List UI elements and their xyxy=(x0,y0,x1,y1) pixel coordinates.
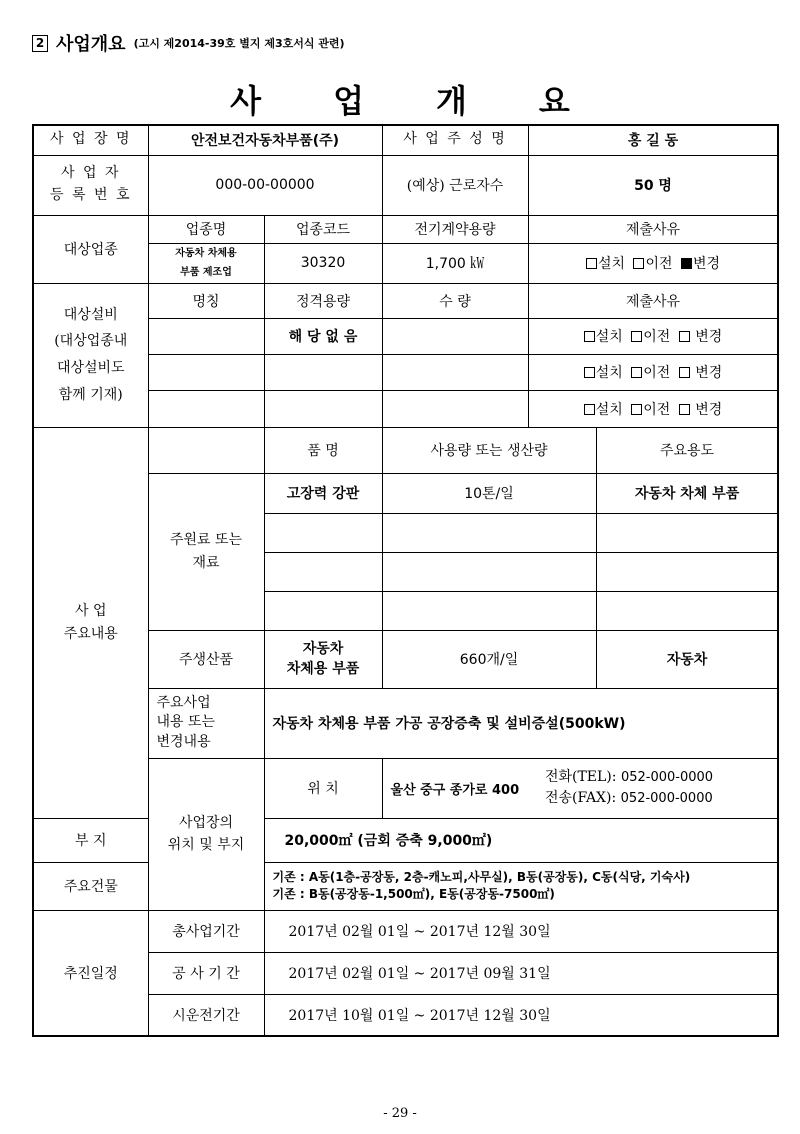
raw-material-line2: 재료 xyxy=(192,554,220,571)
tel-line xyxy=(545,767,713,788)
value-location: 울산 중구 종가로 400 xyxy=(390,782,520,798)
section-header xyxy=(32,30,345,56)
value-site: 20,000㎡ (금회 증축 9,000㎡) xyxy=(264,818,778,862)
label-construction-period: 공 사 기 간 xyxy=(148,952,264,994)
section-number-box: 2 xyxy=(32,35,48,52)
value-power-capacity: 1,700 ㎾ xyxy=(382,243,528,283)
main-business-line2: 내용 또는 xyxy=(156,714,216,731)
label-reg-no xyxy=(33,155,148,215)
label-site: 부 지 xyxy=(33,818,148,862)
label-main-buildings: 주요건물 xyxy=(33,862,148,910)
raw-material-line1: 주원료 또는 xyxy=(169,532,243,549)
raw-use-cell xyxy=(596,552,778,591)
label-industry-code: 업종코드 xyxy=(264,215,382,243)
section-subtitle: (고시 제2014-39호 별지 제3호서식 관련) xyxy=(133,37,345,50)
value-total-period: 2017년 02월 01일 ~ 2017년 12월 30일 xyxy=(264,910,778,952)
equip-reason-options xyxy=(528,390,778,427)
location-contact xyxy=(391,767,774,809)
raw-use-cell xyxy=(596,513,778,552)
checkbox-icon xyxy=(679,331,690,342)
value-main-product-use: 자동차 xyxy=(596,630,778,688)
option-install[interactable]: 설치 xyxy=(584,402,623,418)
label-quantity: 수 량 xyxy=(382,283,528,318)
option-install[interactable]: 설치 xyxy=(586,256,625,272)
title-char: 개 xyxy=(436,82,467,120)
label-location-area xyxy=(148,758,264,910)
label-owner: 사 업 주 성 명 xyxy=(382,125,528,155)
checkbox-icon xyxy=(584,331,595,342)
option-relocate[interactable]: 이전 xyxy=(631,402,670,418)
raw-usage-cell xyxy=(382,591,596,630)
option-change[interactable]: 변경 xyxy=(679,402,723,418)
label-equip-name: 명칭 xyxy=(148,283,264,318)
checkbox-checked-icon xyxy=(681,258,692,269)
label-product-name: 품 명 xyxy=(264,427,382,473)
checkbox-icon xyxy=(631,404,642,415)
equip-quantity-cell xyxy=(382,354,528,390)
main-business-line1: 주요사업 xyxy=(156,694,211,711)
value-main-product-usage: 660개/일 xyxy=(382,630,596,688)
main-business-line3: 변경내용 xyxy=(156,733,211,750)
label-submit-reason: 제출사유 xyxy=(528,215,778,243)
raw-usage-cell xyxy=(382,513,596,552)
document-title xyxy=(0,76,800,122)
label-reg-no-line2: 등 록 번 호 xyxy=(50,187,132,203)
label-location: 위 치 xyxy=(264,758,382,818)
section-title: 사업개요 xyxy=(56,34,126,55)
equip-quantity-cell xyxy=(382,390,528,427)
label-target-equipment xyxy=(33,283,148,427)
value-raw-use: 자동차 차체 부품 xyxy=(596,473,778,513)
equip-reason-options xyxy=(528,354,778,390)
empty-cell xyxy=(148,427,264,473)
value-construction-period: 2017년 02월 01일 ~ 2017년 09월 31일 xyxy=(264,952,778,994)
option-change[interactable]: 변경 xyxy=(679,329,723,345)
title-char: 요 xyxy=(538,82,570,120)
equip-name-cell xyxy=(148,390,264,427)
value-industry-code: 30320 xyxy=(264,243,382,283)
equip-quantity-cell xyxy=(382,318,528,354)
title-char: 사 xyxy=(230,82,262,120)
equip-capacity-cell xyxy=(264,390,382,427)
tel-value: 052-000-0000 xyxy=(620,770,714,786)
label-main-product: 주생산품 xyxy=(148,630,264,688)
checkbox-icon xyxy=(631,367,642,378)
option-change[interactable]: 변경 xyxy=(681,256,720,272)
checkbox-icon xyxy=(584,404,595,415)
label-schedule: 추진일정 xyxy=(33,910,148,1036)
equip-label-line: 함께 기재) xyxy=(58,386,123,403)
label-trial-period: 시운전기간 xyxy=(148,994,264,1036)
value-main-buildings xyxy=(264,862,778,910)
page-number: - 29 - xyxy=(383,1106,417,1121)
equip-name-cell xyxy=(148,318,264,354)
equip-capacity-cell xyxy=(264,354,382,390)
fax-value: 052-000-0000 xyxy=(620,791,713,806)
label-industry-name: 업종명 xyxy=(148,215,264,243)
checkbox-icon xyxy=(633,258,644,269)
industry-name-line1: 자동차 차체용 xyxy=(175,248,237,259)
checkbox-icon xyxy=(631,331,642,342)
business-main-line2: 주요내용 xyxy=(63,625,118,642)
industry-reason-options xyxy=(528,243,778,283)
buildings-line1: 기존 : A동(1층-공장동, 2층-캐노피,사무실), B동(공장동), C동(식당, 기숙사) xyxy=(272,869,691,884)
fax-line xyxy=(545,788,713,809)
raw-product-cell xyxy=(264,591,382,630)
label-workers: (예상) 근로자수 xyxy=(382,155,528,215)
value-raw-product: 고장력 강판 xyxy=(264,473,382,513)
value-trial-period: 2017년 10월 01일 ~ 2017년 12월 30일 xyxy=(264,994,778,1036)
label-main-business xyxy=(148,688,264,758)
value-reg-no: 000-00-00000 xyxy=(148,155,382,215)
label-rated-capacity: 정격용량 xyxy=(264,283,382,318)
equip-label-line: (대상업종내 xyxy=(54,333,128,350)
value-industry-name xyxy=(148,243,264,283)
label-power-capacity: 전기계약용량 xyxy=(382,215,528,243)
business-overview-table xyxy=(32,124,779,1037)
value-main-business: 자동차 차체용 부품 가공 공장증축 및 설비증설(500kW) xyxy=(264,688,778,758)
checkbox-icon xyxy=(679,367,690,378)
equip-label-line: 대상설비도 xyxy=(56,360,125,376)
equip-reason-options xyxy=(528,318,778,354)
label-total-period: 총사업기간 xyxy=(148,910,264,952)
label-business-main xyxy=(33,427,148,818)
raw-usage-cell xyxy=(382,552,596,591)
value-raw-usage: 10톤/일 xyxy=(382,473,596,513)
value-business-name: 안전보건자동차부품(주) xyxy=(148,125,382,155)
option-change[interactable]: 변경 xyxy=(679,365,723,381)
raw-use-cell xyxy=(596,591,778,630)
contact-block xyxy=(545,767,773,809)
label-main-use: 주요용도 xyxy=(596,427,778,473)
label-raw-material xyxy=(148,473,264,630)
label-equip-submit-reason: 제출사유 xyxy=(528,283,778,318)
value-equip-capacity: 해 당 없 음 xyxy=(264,318,382,354)
equip-label-line: 대상설비 xyxy=(63,306,118,323)
buildings-line2: 기존 : B동(공장동-1,500㎡), E동(공장동-7500㎡) xyxy=(272,887,555,901)
value-owner: 홍 길 동 xyxy=(528,125,778,155)
main-product-line1: 자동차 xyxy=(302,640,344,657)
tel-label: 전화(TEL): xyxy=(544,769,621,786)
location-area-line2: 위치 및 부지 xyxy=(167,837,245,853)
value-main-product xyxy=(264,630,382,688)
option-install[interactable]: 설치 xyxy=(584,365,623,381)
industry-name-line2: 부품 제조업 xyxy=(180,267,232,278)
checkbox-icon xyxy=(586,258,597,269)
business-main-line1: 사 업 xyxy=(75,603,107,620)
label-reg-no-line1: 사 업 자 xyxy=(61,165,121,182)
option-relocate[interactable]: 이전 xyxy=(633,256,672,272)
option-relocate[interactable]: 이전 xyxy=(631,329,670,345)
option-relocate[interactable]: 이전 xyxy=(631,365,670,381)
checkbox-icon xyxy=(679,404,690,415)
raw-product-cell xyxy=(264,513,382,552)
main-product-line2: 차체용 부품 xyxy=(286,661,360,677)
checkbox-icon xyxy=(584,367,595,378)
label-usage-production: 사용량 또는 생산량 xyxy=(382,427,596,473)
value-location-cell xyxy=(382,758,778,818)
value-workers: 50 명 xyxy=(528,155,778,215)
option-install[interactable]: 설치 xyxy=(584,329,623,345)
location-area-line1: 사업장의 xyxy=(178,814,234,831)
title-char: 업 xyxy=(333,82,364,120)
label-business-name: 사 업 장 명 xyxy=(33,125,148,155)
label-target-industry: 대상업종 xyxy=(33,215,148,283)
raw-product-cell xyxy=(264,552,382,591)
equip-name-cell xyxy=(148,354,264,390)
fax-label: 전송(FAX): xyxy=(544,790,621,806)
